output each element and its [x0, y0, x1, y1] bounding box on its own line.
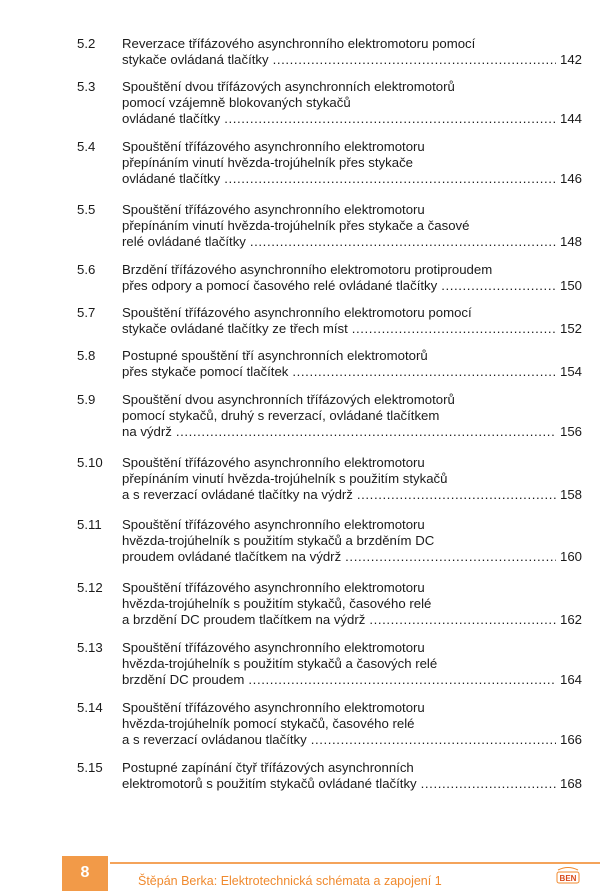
title-line: hvězda-trojúhelník pomocí stykačů, časového relé — [122, 716, 415, 731]
dot-leader — [273, 52, 556, 68]
section-number: 5.15 — [77, 760, 103, 775]
title-line: Spouštění třífázového asynchronního elektromotoru — [122, 700, 425, 715]
title-line: stykače ovládaná tlačítky — [122, 52, 269, 67]
section-title — [122, 79, 582, 127]
publisher-logo — [555, 865, 581, 887]
page-ref: 150 — [559, 278, 582, 293]
section-title — [122, 455, 582, 503]
section-title — [122, 517, 582, 565]
title-line: stykače ovládané tlačítky ze třech míst — [122, 321, 348, 336]
dot-leader — [176, 424, 556, 440]
dot-leader — [224, 111, 556, 127]
page-ref: 144 — [559, 111, 582, 126]
section-title — [122, 580, 582, 628]
title-line: pomocí vzájemně blokovaných stykačů — [122, 95, 351, 110]
page-ref: 168 — [559, 776, 582, 791]
page-ref: 160 — [559, 549, 582, 564]
section-number: 5.12 — [77, 580, 103, 595]
title-line: přepínáním vinutí hvězda-trojúhelník přes stykače a časové — [122, 218, 470, 233]
dot-leader — [224, 171, 556, 187]
section-number: 5.7 — [77, 305, 96, 320]
footer — [0, 856, 600, 891]
title-last-line — [122, 487, 582, 503]
page-ref: 156 — [559, 424, 582, 439]
title-last-line — [122, 111, 582, 127]
dot-leader — [369, 612, 556, 628]
section-title — [122, 760, 582, 792]
page-ref: 166 — [559, 732, 582, 747]
section-title — [122, 305, 582, 337]
section-title — [122, 262, 582, 294]
section-title — [122, 36, 582, 68]
section-number: 5.14 — [77, 700, 103, 715]
title-line: Spouštění třífázového asynchronního elektromotoru — [122, 455, 425, 470]
title-line: a s reverzací ovládané tlačítky na výdrž — [122, 487, 353, 502]
section-number: 5.9 — [77, 392, 96, 407]
title-last-line — [122, 732, 582, 748]
title-line: Spouštění dvou třífázových asynchronních elektromotorů — [122, 79, 455, 94]
title-line: Spouštění třífázového asynchronního elektromotoru — [122, 139, 425, 154]
title-line: na výdrž — [122, 424, 172, 439]
title-line: hvězda-trojúhelník s použitím stykačů, časového relé — [122, 596, 432, 611]
section-title — [122, 139, 582, 187]
section-number: 5.11 — [77, 517, 102, 532]
section-number: 5.3 — [77, 79, 96, 94]
section-title — [122, 202, 582, 250]
title-last-line — [122, 776, 582, 792]
title-last-line — [122, 321, 582, 337]
title-last-line — [122, 672, 582, 688]
dot-leader — [352, 321, 556, 337]
title-line: Spouštění třífázového asynchronního elektromotoru — [122, 202, 425, 217]
title-line: přes odpory a pomocí časového relé ovládané tlačítky — [122, 278, 438, 293]
section-number: 5.2 — [77, 36, 96, 51]
title-line: Spouštění třífázového asynchronního elektromotoru — [122, 517, 425, 532]
dot-leader — [421, 776, 556, 792]
section-number: 5.13 — [77, 640, 103, 655]
title-line: relé ovládané tlačítky — [122, 234, 246, 249]
page-ref: 162 — [559, 612, 582, 627]
page-ref: 158 — [559, 487, 582, 502]
page-ref: 142 — [559, 52, 582, 67]
title-line: přes stykače pomocí tlačítek — [122, 364, 289, 379]
title-line: proudem ovládané tlačítkem na výdrž — [122, 549, 342, 564]
section-title — [122, 348, 582, 380]
title-line: ovládané tlačítky — [122, 171, 221, 186]
book-title-footer: Štěpán Berka: Elektrotechnická schémata a zapojení 1 — [138, 874, 442, 888]
section-number: 5.8 — [77, 348, 96, 363]
title-line: přepínáním vinutí hvězda-trojúhelník přes stykače — [122, 155, 414, 170]
title-line: Reverzace třífázového asynchronního elektromotoru pomocí — [122, 36, 476, 51]
section-number: 5.5 — [77, 202, 96, 217]
dot-leader — [248, 672, 556, 688]
title-line: pomocí stykačů, druhý s reverzací, ovládané tlačítkem — [122, 408, 440, 423]
title-line: hvězda-trojúhelník s použitím stykačů a brzděním DC — [122, 533, 435, 548]
section-number: 5.4 — [77, 139, 96, 154]
title-line: ovládané tlačítky — [122, 111, 221, 126]
dot-leader — [311, 732, 556, 748]
section-title — [122, 700, 582, 748]
title-line: Spouštění třífázového asynchronního elektromotoru pomocí — [122, 305, 472, 320]
section-number: 5.6 — [77, 262, 96, 277]
title-last-line — [122, 612, 582, 628]
title-line: Brzdění třífázového asynchronního elektromotoru protiproudem — [122, 262, 493, 277]
title-line: Postupné spouštění tří asynchronních elektromotorů — [122, 348, 428, 363]
title-last-line — [122, 424, 582, 440]
title-line: Postupné zapínání čtyř třífázových asynchronních — [122, 760, 414, 775]
dot-leader — [357, 487, 556, 503]
title-last-line — [122, 278, 582, 294]
title-line: a s reverzací ovládanou tlačítky — [122, 732, 307, 747]
title-last-line — [122, 171, 582, 187]
dot-leader — [345, 549, 556, 565]
dot-leader — [250, 234, 556, 250]
title-line: Spouštění třífázového asynchronního elektromotoru — [122, 580, 425, 595]
page-ref: 148 — [559, 234, 582, 249]
page-ref: 164 — [559, 672, 582, 687]
section-title — [122, 392, 582, 440]
page-ref: 152 — [559, 321, 582, 336]
title-line: přepínáním vinutí hvězda-trojúhelník s použitím stykačů — [122, 471, 448, 486]
dot-leader — [292, 364, 556, 380]
dot-leader — [441, 278, 556, 294]
page-number: 8 — [62, 856, 108, 891]
publisher-logo-text: BEN — [559, 874, 577, 883]
title-line: Spouštění třífázového asynchronního elektromotoru — [122, 640, 425, 655]
title-line: elektromotorů s použitím stykačů ovládané tlačítky — [122, 776, 417, 791]
title-line: a brzdění DC proudem tlačítkem na výdrž — [122, 612, 366, 627]
page-ref: 154 — [559, 364, 582, 379]
title-line: brzdění DC proudem — [122, 672, 245, 687]
title-line: Spouštění dvou asynchronních třífázových elektromotorů — [122, 392, 455, 407]
title-line: hvězda-trojúhelník s použitím stykačů a časových relé — [122, 656, 438, 671]
section-number: 5.10 — [77, 455, 103, 470]
section-title — [122, 640, 582, 688]
title-last-line — [122, 549, 582, 565]
page-ref: 146 — [559, 171, 582, 186]
title-last-line — [122, 52, 582, 68]
footer-divider — [110, 862, 600, 864]
title-last-line — [122, 364, 582, 380]
title-last-line — [122, 234, 582, 250]
